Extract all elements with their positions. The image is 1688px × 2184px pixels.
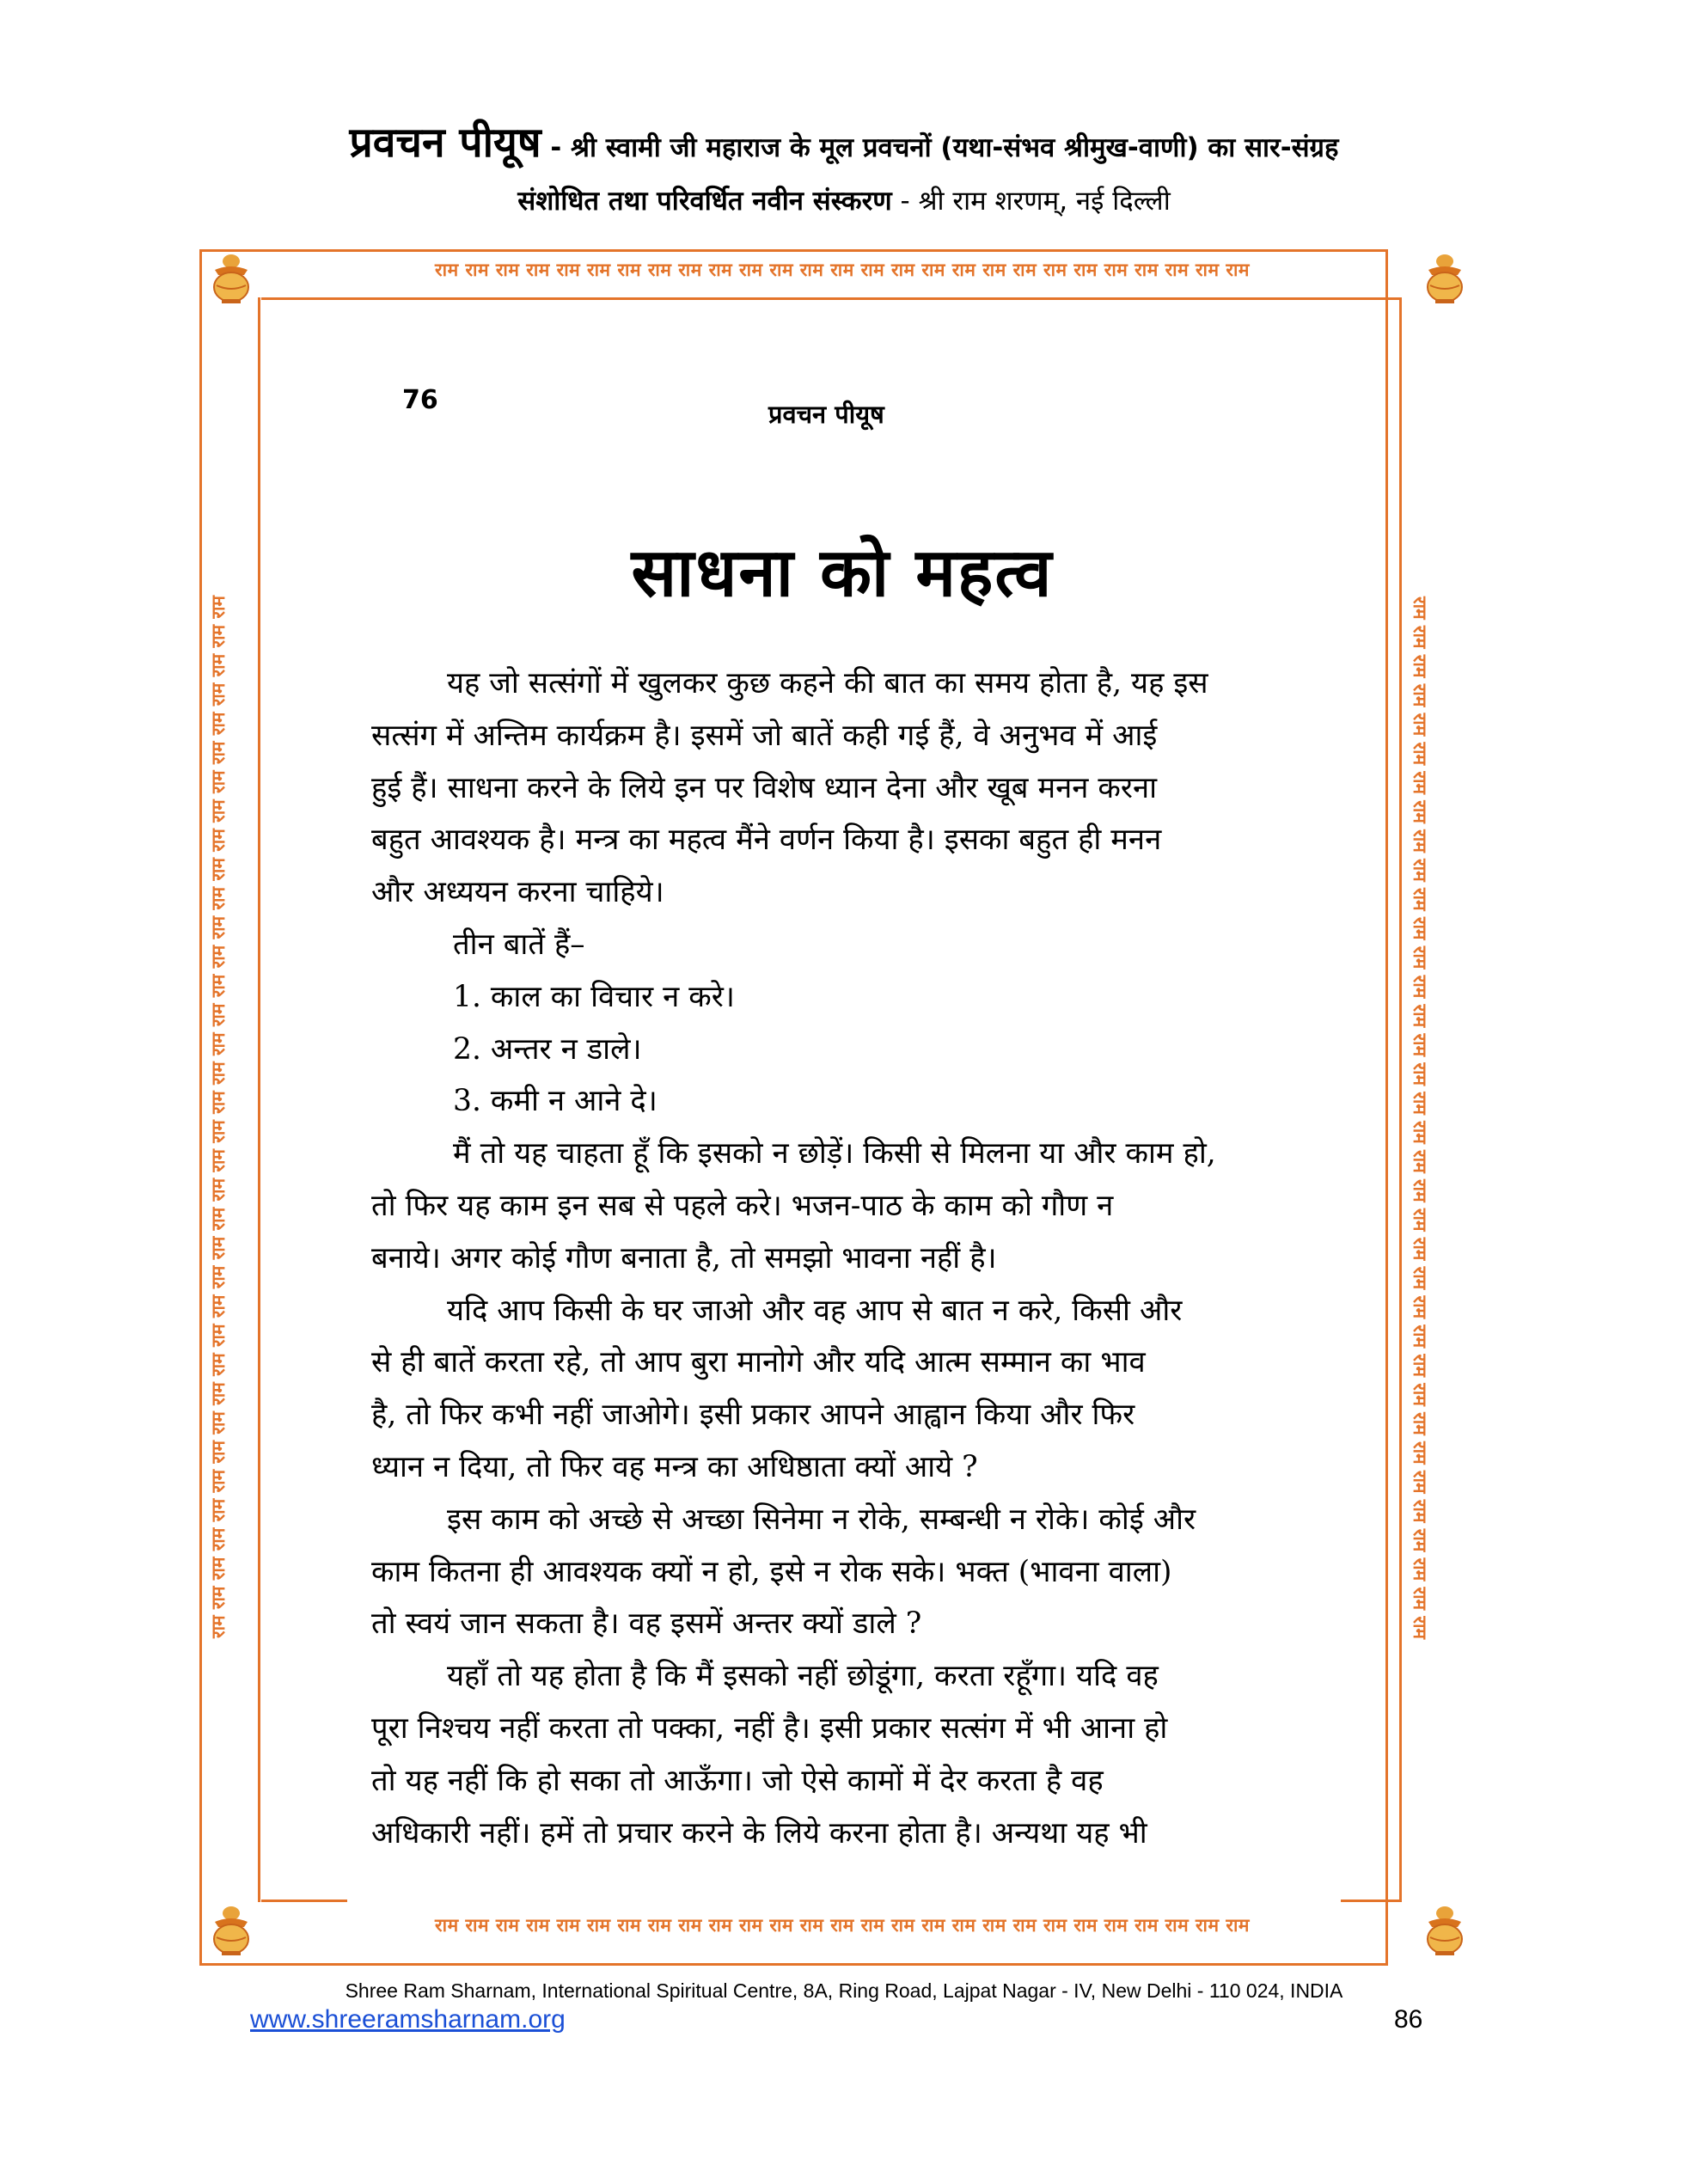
body-line: तो फिर यह काम इन सब से पहले करे। भजन-पाठ के काम को गौण न bbox=[371, 1188, 1114, 1223]
body-line: यहाँ तो यह होता है कि मैं इसको नहीं छोडूंगा, करता रहूँगा। यदि वह bbox=[447, 1659, 1159, 1694]
body-line: है, तो फिर कभी नहीं जाओगे। इसी प्रकार आपने आह्वान किया और फिर bbox=[371, 1398, 1135, 1433]
border-text-bottom: राम राम राम राम राम राम राम राम राम राम राम राम राम राम राम राम राम राम राम राम राम राम राम राम राम राम राम bbox=[435, 1915, 1250, 1936]
body-line: ध्यान न दिया, तो फिर वह मन्त्र का अधिष्ठाता क्यों आये ? bbox=[371, 1449, 978, 1484]
body-line: सत्संग में अन्तिम कार्यक्रम है। इसमें जो बातें कही गई हैं, वे अनुभव में आई bbox=[371, 718, 1158, 753]
list-item: 2. अन्तर न डाले। bbox=[453, 1031, 642, 1067]
running-head: प्रवचन पीयूष bbox=[768, 400, 884, 429]
chapter-title: साधना को महत्व bbox=[631, 535, 1054, 612]
footer-page-number: 86 bbox=[1394, 2005, 1423, 2034]
inner-rule-top bbox=[261, 297, 1401, 300]
title-main: प्रवचन पीयूष bbox=[349, 119, 541, 167]
kalash-icon bbox=[1416, 1901, 1473, 1958]
border-text-right: राम राम राम राम राम राम राम राम राम राम राम राम राम राम राम राम राम राम राम राम राम राम राम राम राम राम राम राम राम राम राम राम राम राम राम राम bbox=[1410, 596, 1430, 1639]
border-text-top: राम राम राम राम राम राम राम राम राम राम राम राम राम राम राम राम राम राम राम राम राम राम राम राम राम राम राम bbox=[435, 260, 1250, 280]
body-line: तो स्वयं जान सकता है। वह इसमें अन्तर क्यों डाले ? bbox=[371, 1606, 922, 1642]
document-subtitle bbox=[0, 182, 1688, 218]
body-line: से ही बातें करता रहे, तो आप बुरा मानोगे और यदि आत्म सम्मान का भाव bbox=[371, 1345, 1146, 1380]
list-item: 1. काल का विचार न करे। bbox=[453, 979, 735, 1014]
chapter-body bbox=[371, 658, 1274, 1859]
body-line: तीन बातें हैं– bbox=[453, 927, 585, 962]
body-line: काम कितना ही आवश्यक क्यों न हो, इसे न रोक सके। भक्त (भावना वाला) bbox=[371, 1554, 1172, 1589]
subtitle-edition: संशोधित तथा परिवर्धित नवीन संस्करण bbox=[517, 186, 892, 217]
kalash-icon bbox=[1416, 249, 1473, 306]
body-line: मैं तो यह चाहता हूँ कि इसको न छोड़ें। किसी से मिलना या और काम हो, bbox=[453, 1136, 1216, 1172]
website-link[interactable]: www.shreeramsharnam.org bbox=[250, 2005, 566, 2034]
body-line: बनाये। अगर कोई गौण बनाता है, तो समझो भावना नहीं है। bbox=[371, 1240, 997, 1276]
subtitle-publisher: - श्री राम शरणम्, नई दिल्ली bbox=[891, 186, 1171, 217]
document-title bbox=[0, 113, 1688, 169]
book-page-number: 76 bbox=[402, 385, 438, 415]
body-line: बहुत आवश्यक है। मन्त्र का महत्व मैंने वर्णन किया है। इसका बहुत ही मनन bbox=[371, 823, 1162, 858]
body-line: यह जो सत्संगों में खुलकर कुछ कहने की बात का समय होता है, यह इस bbox=[447, 666, 1208, 700]
footer-address: Shree Ram Sharnam, International Spiritual Centre, 8A, Ring Road, Lajpat Nagar - IV, New Delhi - 110 024, INDIA bbox=[345, 1979, 1343, 2002]
inner-rule-bottom-left bbox=[261, 1900, 347, 1902]
body-line: इस काम को अच्छे से अच्छा सिनेमा न रोके, सम्बन्धी न रोके। कोई और bbox=[447, 1502, 1196, 1537]
body-line: यदि आप किसी के घर जाओ और वह आप से बात न करे, किसी और bbox=[447, 1293, 1183, 1328]
list-item: 3. कमी न आने दे। bbox=[453, 1084, 657, 1119]
kalash-icon bbox=[203, 1901, 260, 1958]
body-line: अधिकारी नहीं। हमें तो प्रचार करने के लिये करना होता है। अन्यथा यह भी bbox=[371, 1815, 1147, 1851]
body-line: और अध्ययन करना चाहिये। bbox=[371, 875, 664, 910]
body-line: पूरा निश्चय नहीं करता तो पक्का, नहीं है। इसी प्रकार सत्संग में भी आना हो bbox=[371, 1710, 1168, 1746]
body-line: तो यह नहीं कि हो सका तो आऊँगा। जो ऐसे कामों में देर करता है वह bbox=[371, 1763, 1104, 1798]
body-line: हुई हैं। साधना करने के लिये इन पर विशेष ध्यान देना और खूब मनन करना bbox=[371, 770, 1158, 805]
kalash-icon bbox=[203, 249, 260, 306]
title-description: - श्री स्वामी जी महाराज के मूल प्रवचनों (यथा-संभव श्रीमुख-वाणी) का सार-संग्रह bbox=[541, 132, 1339, 163]
border-text-left: राम राम राम राम राम राम राम राम राम राम राम राम राम राम राम राम राम राम राम राम राम राम राम राम राम राम राम राम राम राम राम राम राम राम राम राम bbox=[208, 596, 229, 1639]
inner-rule-left bbox=[258, 297, 260, 1902]
inner-rule-right bbox=[1399, 297, 1402, 1902]
inner-rule-bottom-right bbox=[1341, 1900, 1401, 1902]
